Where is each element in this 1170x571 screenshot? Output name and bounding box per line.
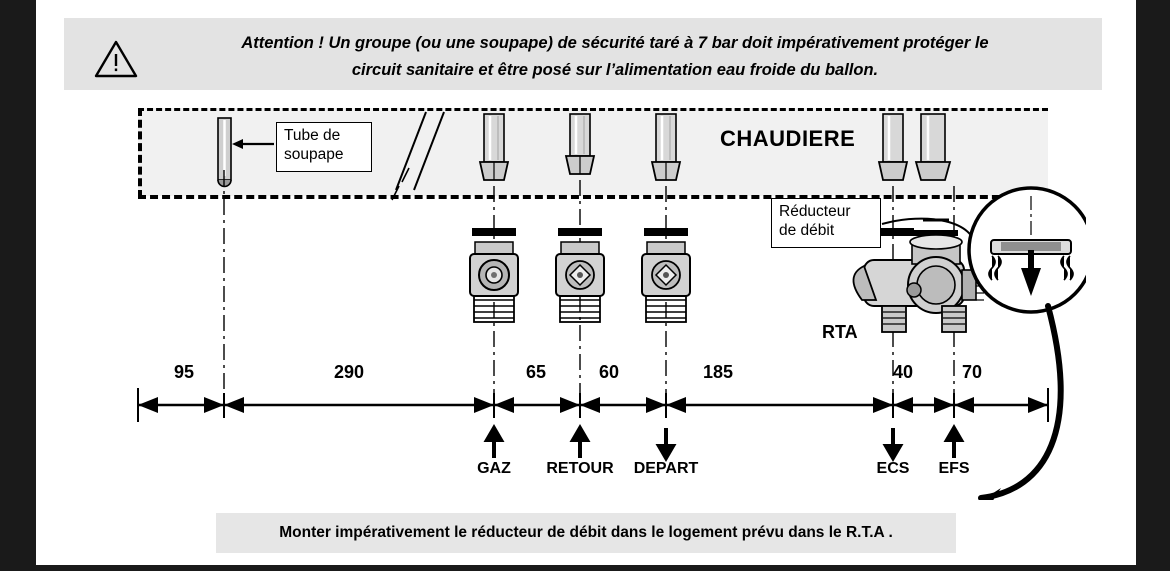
connection-labels xyxy=(96,460,1086,482)
dimension-65: 65 xyxy=(525,362,547,382)
pipe-retour-top xyxy=(566,114,594,174)
boiler-label: CHAUDIERE xyxy=(720,126,856,151)
callout-reducteur-line-1: Réducteur xyxy=(779,203,851,220)
break-line-symbol xyxy=(392,112,444,200)
document-stage xyxy=(36,8,1136,565)
connection-label-depart: DEPART xyxy=(633,460,699,477)
detail-magnifier xyxy=(969,188,1086,312)
callout-reducteur-line-2: de débit xyxy=(779,222,835,239)
right-frame-bar xyxy=(1136,0,1170,571)
dimension-values xyxy=(96,362,1086,386)
technical-drawing xyxy=(96,100,1086,500)
connection-label-gaz: GAZ xyxy=(477,460,511,477)
dimension-290: 290 xyxy=(333,362,365,382)
dimension-60: 60 xyxy=(598,362,620,382)
warning-line-1: Attention ! Un groupe (ou une soupape) de sécurité taré à 7 bar doit impérativement protéger le xyxy=(241,34,989,52)
callout-tube-line-1: Tube de xyxy=(284,127,341,144)
dimension-40: 40 xyxy=(892,362,914,382)
bottom-frame-strip xyxy=(36,565,1136,571)
dimension-95: 95 xyxy=(173,362,195,382)
warning-triangle-icon xyxy=(94,39,138,79)
connection-label-ecs: ECS xyxy=(876,460,910,477)
warning-line-2: circuit sanitaire et être posé sur l’alimentation eau froide du ballon. xyxy=(351,61,879,79)
tube-callout-leader xyxy=(232,139,274,149)
pipe-gaz-top xyxy=(480,114,508,180)
pipe-efs-top xyxy=(916,114,950,180)
callout-tube-line-2: soupape xyxy=(284,146,344,163)
bottom-note-text: Monter impérativement le réducteur de débit dans le logement prévu dans le R.T.A . xyxy=(279,524,893,541)
drawing-vector-layer xyxy=(96,100,1086,500)
connection-label-retour: RETOUR xyxy=(546,460,614,477)
bottom-note-banner xyxy=(216,513,956,553)
rta-label: RTA xyxy=(822,322,858,342)
pipe-ecs-top xyxy=(879,114,907,180)
callout-reducteur-de-debit xyxy=(771,198,881,248)
callout-tube-de-soupape xyxy=(276,122,372,172)
left-frame-bar xyxy=(0,0,36,571)
flow-arrows xyxy=(487,428,961,458)
warning-message xyxy=(150,30,1080,84)
top-frame-strip xyxy=(36,0,1136,8)
dimension-185: 185 xyxy=(702,362,734,382)
warning-banner xyxy=(64,18,1102,90)
dimension-70: 70 xyxy=(961,362,983,382)
pipe-depart-top xyxy=(652,114,680,180)
connection-label-efs: EFS xyxy=(938,460,970,477)
